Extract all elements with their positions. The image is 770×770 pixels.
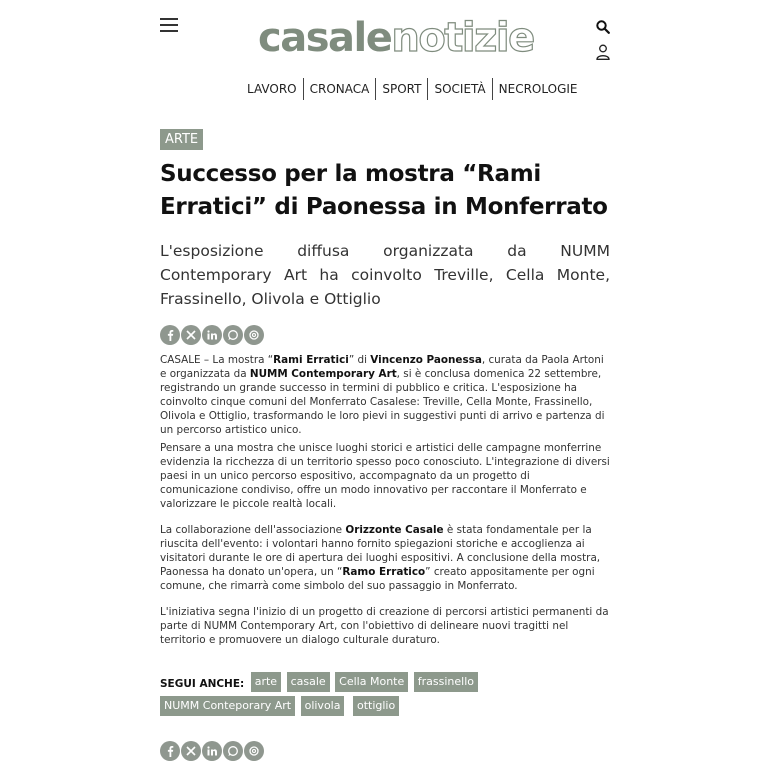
category-badge[interactable]: ARTE <box>160 129 203 150</box>
tag-ottiglio[interactable]: ottiglio <box>353 696 399 716</box>
search-icon[interactable] <box>596 20 610 34</box>
tag-frassinello[interactable]: frassinello <box>414 672 478 692</box>
threads-icon[interactable] <box>244 325 264 345</box>
facebook-icon[interactable] <box>160 325 180 345</box>
article-paragraph: La collaborazione dell'associazione Orizzonte Casale è stata fondamentale per la riuscita dell'evento: i volontari hanno fornito spiegazioni storiche e accoglienza ai visitatori durante le ore di apertura dei luoghi espositivi. A conclusione della mostra, Paonessa ha donato un'opera, un “Ramo Erratico” creato appositamente per ogni comune, che rimarrà come simbolo del suo passaggio in Monferrato. <box>160 524 601 592</box>
article-title: Successo per la mostra “Rami Erratici” di Paonessa in Monferrato <box>160 161 608 220</box>
linkedin-icon[interactable] <box>202 325 222 345</box>
tags-section <box>160 672 610 720</box>
whatsapp-icon[interactable] <box>223 325 243 345</box>
article-paragraph: L'iniziativa segna l'inizio di un progetto di creazione di percorsi artistici permanenti da parte di NUMM Contemporary Art, con l'obiettivo di delineare nuovi tragitti nel territorio e promuovere un dialogo culturale duraturo. <box>160 606 609 646</box>
main-nav <box>244 78 583 100</box>
nav-item-lavoro[interactable]: LAVORO <box>247 82 297 96</box>
tag-numm[interactable]: NUMM Conteporary Art <box>160 696 295 716</box>
share-bar-bottom <box>160 741 264 761</box>
nav-item-cronaca[interactable]: CRONACA <box>303 78 376 100</box>
user-icon[interactable] <box>596 44 610 60</box>
nav-item-sport[interactable]: SPORT <box>375 78 427 100</box>
facebook-icon[interactable] <box>160 741 180 761</box>
article-paragraph: CASALE – La mostra “Rami Erratici” di Vincenzo Paonessa, curata da Paola Artoni e organizzata da NUMM Contemporary Art, si è conclusa domenica 22 settembre, registrando un grande successo in termini di pubblico e critica. L'esposizione ha coinvolto cinque comuni del Monferrato Casalese: Treville, Cella Monte, Frassinello, Olivola e Ottiglio, trasformando le loro pievi in suggestivi punti di arrivo e partenza di un percorso artistico unico. <box>160 354 605 436</box>
whatsapp-icon[interactable] <box>223 741 243 761</box>
x-icon[interactable] <box>181 325 201 345</box>
site-logo[interactable]: casalenotizie <box>258 15 534 61</box>
article-subtitle: L'esposizione diffusa organizzata da NUMM Contemporary Art ha coinvolto Treville, Cella Monte, Frassinello, Olivola e Ottiglio <box>160 242 610 308</box>
tag-casale[interactable]: casale <box>287 672 330 692</box>
x-icon[interactable] <box>181 741 201 761</box>
tag-olivola[interactable]: olivola <box>301 696 345 716</box>
tags-label: SEGUI ANCHE: <box>160 678 245 690</box>
tag-arte[interactable]: arte <box>251 672 281 692</box>
tag-cella-monte[interactable]: Cella Monte <box>335 672 408 692</box>
share-bar-top <box>160 325 264 345</box>
nav-item-societa[interactable]: SOCIETÀ <box>427 78 491 100</box>
nav-item-necrologie[interactable]: NECROLOGIE <box>492 78 584 100</box>
linkedin-icon[interactable] <box>202 741 222 761</box>
article-body <box>160 353 610 651</box>
threads-icon[interactable] <box>244 741 264 761</box>
hamburger-menu-icon[interactable] <box>160 18 178 32</box>
article-paragraph: Pensare a una mostra che unisce luoghi storici e artistici delle campagne monferrine evidenzia la ricchezza di un territorio spesso poco conosciuto. L'integrazione di diversi paesi in un unico percorso espositivo, accompagnato da un progetto di comunicazione condiviso, offre un modo innovativo per raccontare il Monferrato e valorizzare le piccole realtà locali. <box>160 442 610 510</box>
